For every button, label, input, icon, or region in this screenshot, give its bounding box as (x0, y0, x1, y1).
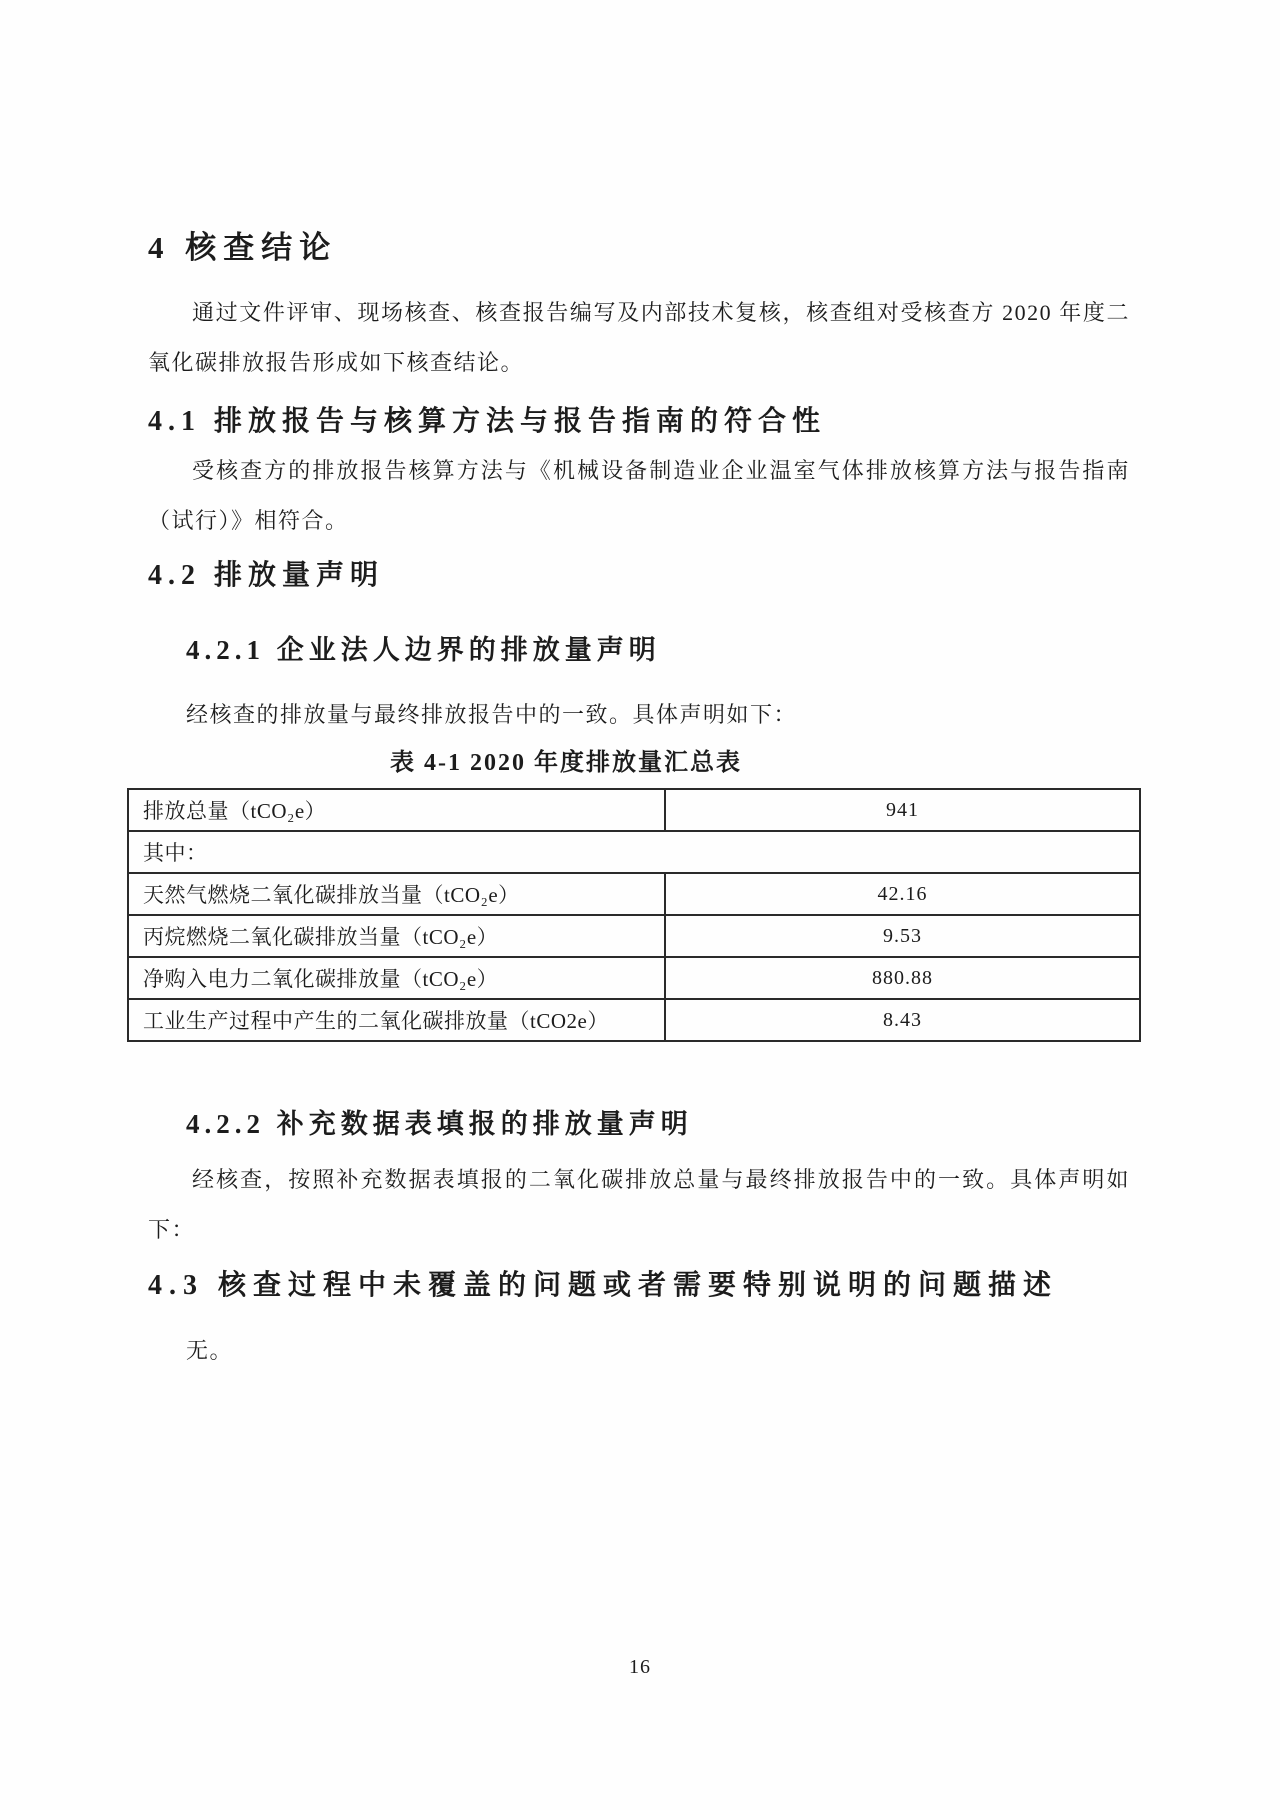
table-cell-value: 9.53 (665, 915, 1140, 957)
section-heading-4-1: 4.1 排放报告与核算方法与报告指南的符合性 (148, 406, 827, 437)
section-heading-4: 4 核查结论 (148, 230, 338, 265)
table-row (128, 999, 1140, 1041)
supplementary-paragraph: 经核查，按照补充数据表填报的二氧化碳排放总量与最终排放报告中的一致。具体声明如下： (148, 1167, 1130, 1242)
table-row (128, 957, 1140, 999)
section-heading-4-2-2: 4.2.2 补充数据表填报的排放量声明 (186, 1109, 693, 1139)
table-row (128, 831, 1140, 873)
table-cell-label: 其中： (128, 831, 1140, 873)
intro-paragraph: 通过文件评审、现场核查、核查报告编写及内部技术复核，核查组对受核查方 2020 年度二氧化碳排放报告形成如下核查结论。 (148, 300, 1130, 375)
table-cell-value: 880.88 (665, 957, 1140, 999)
section-heading-4-2: 4.2 排放量声明 (148, 560, 385, 591)
table-cell-label: 净购入电力二氧化碳排放量（tCO₂e） (128, 957, 665, 999)
table-cell-value: 941 (665, 789, 1140, 831)
table-cell-value: 8.43 (665, 999, 1140, 1041)
table-row (128, 873, 1140, 915)
emission-summary-table (127, 788, 1141, 1042)
table-row (128, 789, 1140, 831)
issues-paragraph: 无。 (186, 1338, 234, 1363)
table-cell-value: 42.16 (665, 873, 1140, 915)
section-heading-4-3: 4.3 核查过程中未覆盖的问题或者需要特别说明的问题描述 (148, 1270, 1059, 1301)
compliance-paragraph: 受核查方的排放报告核算方法与《机械设备制造业企业温室气体排放核算方法与报告指南（试行）》相符合。 (148, 458, 1130, 533)
table-cell-label: 丙烷燃烧二氧化碳排放当量（tCO₂e） (128, 915, 665, 957)
legal-boundary-paragraph: 经核查的排放量与最终排放报告中的一致。具体声明如下： (186, 702, 798, 727)
table-cell-label: 工业生产过程中产生的二氧化碳排放量（tCO2e） (128, 999, 665, 1041)
section-heading-4-2-1: 4.2.1 企业法人边界的排放量声明 (186, 635, 661, 665)
table-cell-label: 天然气燃烧二氧化碳排放当量（tCO₂e） (128, 873, 665, 915)
table-caption: 表 4-1 2020 年度排放量汇总表 (390, 750, 742, 776)
table-cell-label: 排放总量（tCO₂e） (128, 789, 665, 831)
page-number: 16 (629, 1656, 651, 1678)
table-row (128, 915, 1140, 957)
